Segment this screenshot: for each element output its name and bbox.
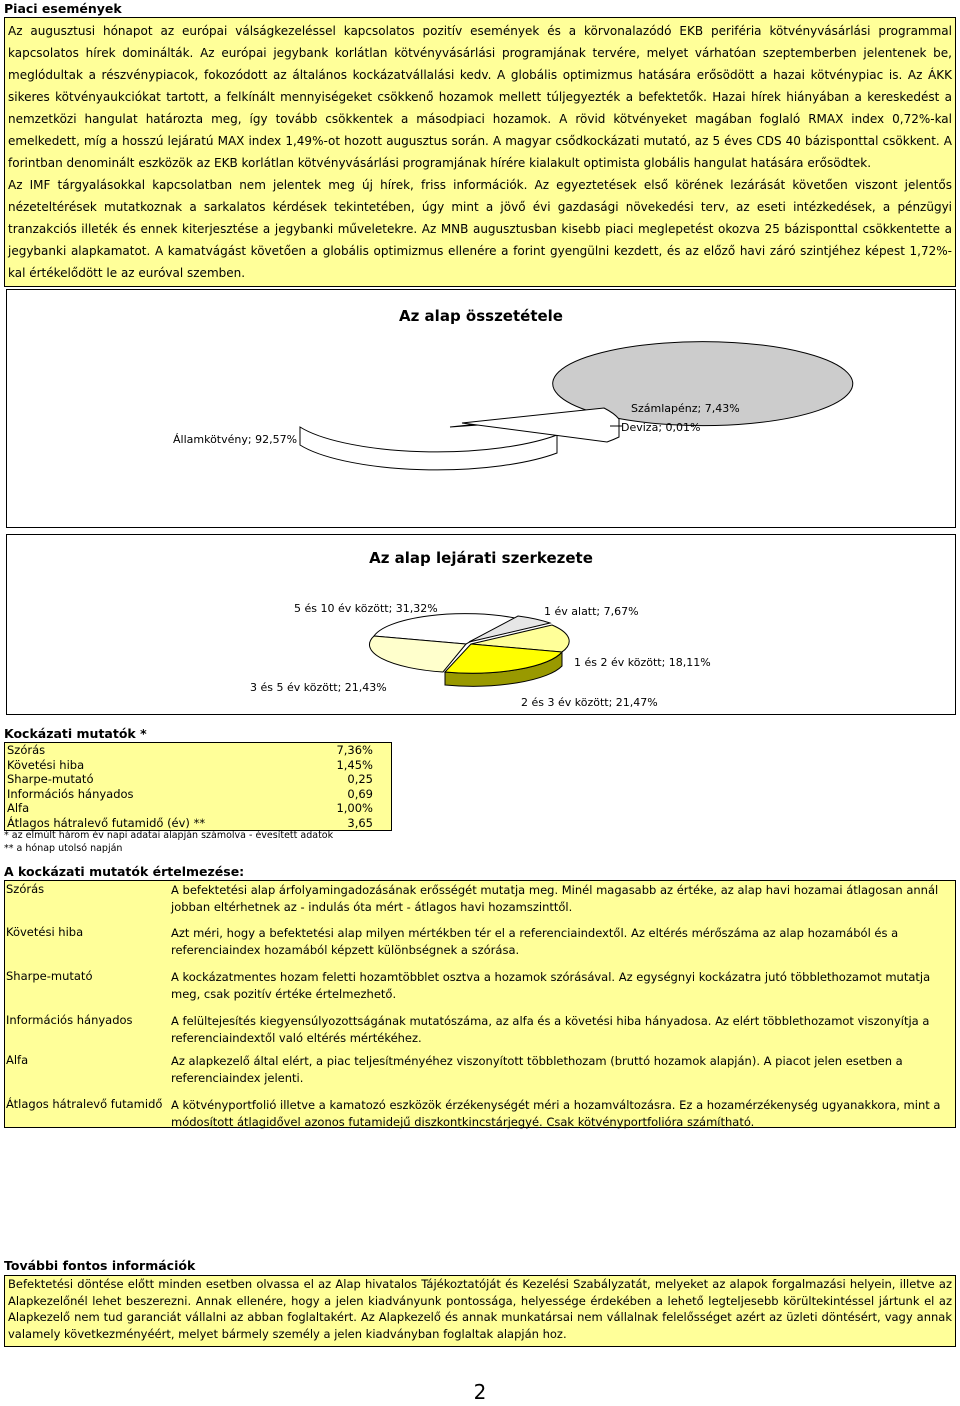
risk-label: Információs hányados (7, 786, 134, 801)
market-paragraph-1: Az augusztusi hónapot az európai válságkezeléssel kapcsolatos pozitív események és a körvonalazódó EKB periféria kötvényvásárlási programmal kapcsolatos hírek dominálták. Az európai jegybank korlátlan kötvényvásárlási programjának tervére, melyet várhatóan szeptemberben jelentenek be, meglódultak a részvénypiacok, fokozódott az általános kockázatvállalási kedv. A globális optimizmus hatására erősödött a hazai kötvénypiac is. Az ÁKK sikeres kötvényaukciókat tartott, a felkínált mennyiségeket csökkenő hozamok mellett túljegyezték a befektetők. Hazai hírek hiányában a kereskedést a nemzetközi hangulat határozta meg, így tovább csökkentek a másodpiaci hozamok. A rövid kötvényeket magában foglaló RMAX index 0,72%-kal emelkedett, míg a hosszú lejáratú MAX index 1,49%-ot hozott augusztus során. A magyar csődkockázati mutató, az 5 éves CDS 40 bázisponttal csökkent. A forintban denominált eszközök az EKB korlátlan kötvényvásárlási programjának hírére kialakult optimista globális hangulat hatására erősödtek. (8, 24, 952, 170)
composition-label-allamkotveny: Államkötvény; 92,57% (173, 433, 298, 446)
risk-row (5, 743, 392, 758)
explanation-term: Átlagos hátralevő futamidő (6, 1097, 163, 1111)
composition-chart-title: Az alap összetétele (399, 307, 563, 325)
risk-footnote-2: ** a hónap utolsó napján (4, 843, 123, 854)
risk-row (5, 772, 392, 787)
risk-label: Alfa (7, 801, 30, 815)
explanation-desc: A felültejesítés kiegyensúlyozottságának mutatószáma, az alfa és a követési hiba hányadosa. Az elért többlethozamot viszonyítja a referenciaindextől való eltérés mértékéhez. (171, 1014, 930, 1045)
maturity-label-1-ev-alatt: 1 év alatt; 7,67% (544, 605, 639, 618)
explanation-term: Sharpe-mutató (6, 969, 93, 983)
risk-footnote-1: * az elmúlt három év napi adatai alapján számolva - évesített adatok (4, 830, 334, 841)
explanation-term: Szórás (6, 882, 45, 896)
maturity-pie-chart (7, 535, 955, 714)
risk-value: 0,69 (347, 786, 373, 801)
maturity-label-2-3-ev: 2 és 3 év között; 21,47% (521, 696, 658, 709)
maturity-label-3-5-ev: 3 és 5 év között; 21,43% (250, 681, 387, 694)
maturity-label-5-10-ev: 5 és 10 év között; 31,32% (294, 602, 438, 615)
explanation-desc: A kockázatmentes hozam feletti hozamtöbblet osztva a hozamok szórásával. Az egységnyi kockázatra jutó többlethozamot mutatja meg, csak pozitív értéke értelmezhető. (171, 970, 931, 1001)
risk-value: 7,36% (336, 743, 373, 757)
explanation-desc: A kötvényportfolió illetve a kamatozó eszközök érzékenységét méri a hozamváltozásra. Ez a hozamérzékenység ugyanakkora, mint a módosított átlagidővel azonos futamidejű diszkontkincstárjegyé. Csak kötvényportfolióra számítható. (171, 1098, 941, 1129)
risk-label: Szórás (7, 743, 46, 757)
risk-label: Átlagos hátralevő futamidő (év) ** (7, 815, 206, 830)
risk-row (5, 787, 392, 802)
explanation-desc: Azt méri, hogy a befektetési alap milyen mértékben tér el a referenciaindextől. Az eltérés mérőszáma az alap hozamából és a referenciaindex hozamából képzett különbségnek a szórása. (171, 926, 899, 957)
further-info-box: Befektetési döntése előtt minden esetben olvassa el az Alap hivatalos Tájékoztatóját és Kezelési Szabályzatát, melyeket az alapok forgalmazási helyein, illetve az Alapkezelőnél lehet beszerezni. Annak ellenére, hogy a jelen kiadványunk pontossága, helyessége érdekében a lehető legteljesebb körültekintéssel jártunk el az Alapkezelő nem tud garanciát vállalni az abban foglaltakért. Az Alapkezelő és annak munkatársai nem vállalnak felelősséget azért az üzleti döntésért, vagy annak valamely következményéért, melyet bármely személy a jelen kiadványban foglaltak alapján hoz. (4, 1275, 956, 1347)
composition-label-szamlapenz: Számlapénz; 7,43% (631, 402, 740, 415)
risk-row (5, 801, 392, 816)
risk-title: Kockázati mutatók * (4, 726, 147, 741)
explanation-desc: Az alapkezelő által elért, a piac teljesítményéhez viszonyított többlethozam (bruttó hozamok alapján). A piacot jelen esetben a referenciaindex jelenti. (171, 1054, 903, 1085)
explanation-box (4, 880, 956, 1128)
market-events-box (4, 17, 956, 287)
maturity-chart-title: Az alap lejárati szerkezete (369, 549, 593, 567)
composition-pie-chart (7, 290, 955, 527)
composition-chart-box (6, 289, 956, 528)
explanation-term: Alfa (6, 1053, 29, 1067)
market-events-title: Piaci események (4, 1, 122, 16)
risk-value: 1,45% (336, 757, 373, 772)
risk-row (5, 758, 392, 773)
explanation-desc: A befektetési alap árfolyamingadozásának erősségét mutatja meg. Minél magasabb az értéke, az alap havi hozamai átlagosan annál jobban eltérhetnek az - indulás óta mért - átlagos havi hozamszinttől. (171, 883, 939, 914)
risk-row (5, 816, 392, 831)
composition-slice-allamkotveny-side (300, 427, 557, 470)
risk-value: 0,25 (347, 772, 373, 786)
composition-slice-szamlapenz (462, 408, 619, 442)
risk-label: Követési hiba (7, 757, 85, 772)
explanation-term: Információs hányados (6, 1013, 133, 1027)
page-number: 2 (473, 1380, 487, 1404)
risk-label: Sharpe-mutató (7, 772, 94, 786)
risk-table (4, 742, 392, 831)
risk-value: 1,00% (336, 801, 373, 815)
maturity-chart-box (6, 534, 956, 715)
risk-value: 3,65 (347, 815, 373, 830)
explanation-title: A kockázati mutatók értelmezése: (4, 864, 245, 879)
market-paragraph-2: Az IMF tárgyalásokkal kapcsolatban nem jelentek meg új hírek, friss információk. Az egyeztetések első körének lezárását követően viszont jelentős nézeteltérések mutatkoznak a sarkalatos kérdések tekintetében, úgy mint a jövő évi gazdasági növekedési terv, az eseti intézkedések, a pénzügyi tranzakciós illeték és ennek kiterjesztése a jegybanki műveletekre. Az MNB augusztusban kisebb piaci meglepetést okozva 25 bázisponttal csökkentette a jegybanki alapkamatot. A kamatvágást követően a globális optimizmus ellenére a forint gyengülni kezdett, és az előző havi záró szintjéhez képest 1,72%-kal értékelődött le az euróval szemben. (8, 178, 952, 280)
further-info-title: További fontos információk (4, 1258, 196, 1273)
composition-label-deviza: Deviza; 0,01% (621, 421, 701, 434)
maturity-label-1-2-ev: 1 és 2 év között; 18,11% (574, 656, 711, 669)
explanation-term: Követési hiba (6, 925, 84, 939)
